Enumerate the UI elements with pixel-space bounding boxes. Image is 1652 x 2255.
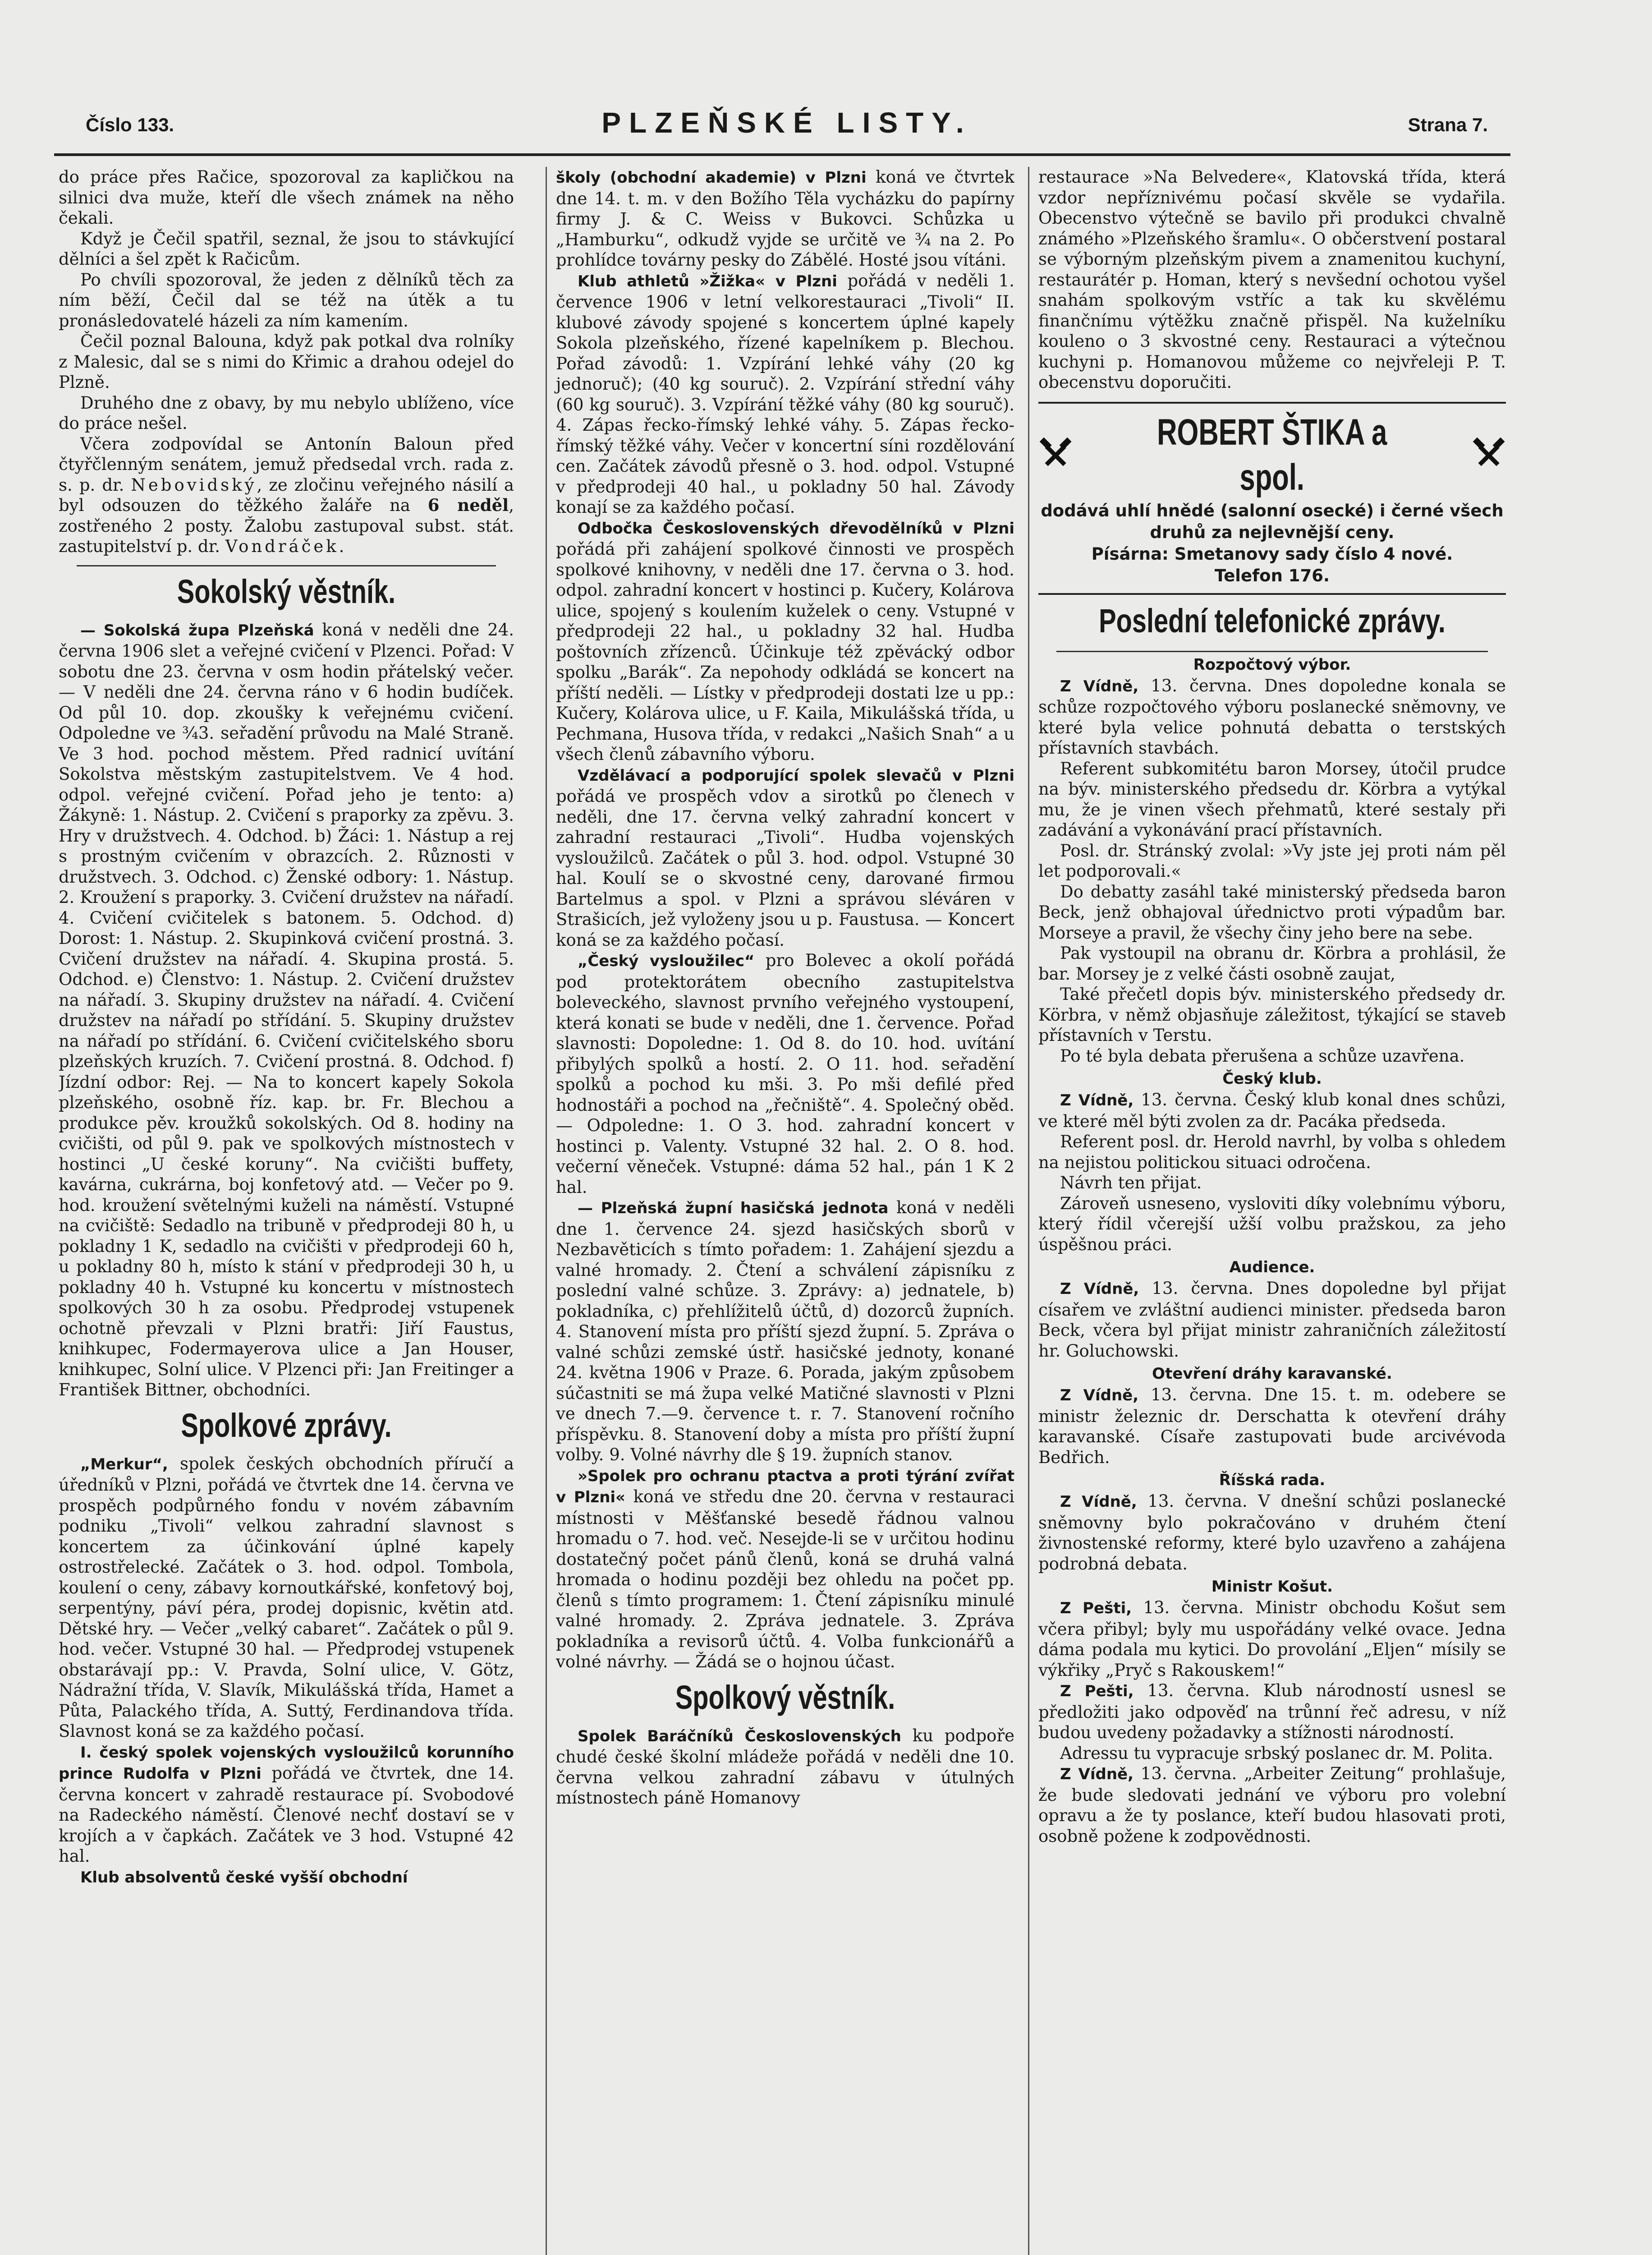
news-paragraph: Z Vídně, 13. června. Český klub konal dnes schůzi, ve které měl býti zvolen za dr. Pacáka předseda. [1038, 1090, 1506, 1131]
column-3 [1028, 167, 1506, 2255]
news-paragraph: Návrh ten přijat. [1060, 1173, 1202, 1192]
sokol-paragraph: — Sokolská župa Plzeňská koná v neděli dne 24. června 1906 slet a veřejné cvičení v Plzenci. Pořad: V sobotu dne 23. června v osm hodin přátelský večer. — V neděli dne 24. června ráno v 6 hodin budíček. Od půl 10. dop. zkoušky k veřejnému cvičení. Odpoledne ve ¾3. seřadění průvodu na Malé Straně. Ve 3 hod. pochod městem. Před radnicí uvítání Sokolstva městským zastupitelstvem. Ve 4 hod. odpol. veřejné cvičení. Pořad jeho je tento: a) Žákyně: 1. Nástup. 2. Cvičení s praporky za zpěvu. 3. Hry v družstvech. 4. Odchod. b) Žáci: 1. Nástup a rej s prostným cvičením v obrazcích. 2. Různosti v družstvech. 3. Odchod. c) Ženské odbory: 1. Nástup. 2. Kroužení s praporky. 3. Cvičení družstev na nářadí. 4. Cvičení cvičitelek s batonem. 5. Odchod. d) Dorost: 1. Nástup. 2. Skupinková cvičení prostná. 3. Cvičení družstev na nářadí. 4. Skupina prostá. 5. Odchod. e) Členstvo: 1. Nástup. 2. Cvičení družstev na nářadí. 3. Skupiny družstev na nářadí. 4. Cvičení družstev na nářadí po střídání. 5. Skupiny družstev na nářadí po střídání. 6. Cvičení cvičitelského sboru plzeňských kruzích. 7. Cvičení prostná. 8. Odchod. f) Jízdní odbor: Rej. — Na to koncert kapely Sokola plzeňského, osobně říz. kap. br. Fr. Blechou a produkce pěv. kroužků sokolských. Od 8. hodiny na cvičišti, od půl 9. pak ve spolkových místnostech v hostinci „U české koruny“. Na cvičišti buffety, kavárna, cukrárna, boj konfetový atd. — Večer po 9. hod. kroužení světelnými kuželi na náměstí. Vstupné na cvičiště: Sedadlo na tribuně v předprodeji 80 h, u pokladny 1 K, sedadlo na cvičišti v předprodeji 60 h, u pokladny 80 h, místo k stání v předprodeji 30 h, u pokladny 40 h. Vstupné ku koncertu v místnostech spolkových 30 h za osobu. Předprodej vstupenek ochotně převzali v Plzni bratři: Jiří Faustus, knihkupec, Fodermayerova ulice a Jan Houser, knihkupec, Solní ulice. V Plzenci při: Jan Freitinger a František Bittner, obchodníci. [59, 620, 514, 1399]
news-paragraph: Z Vídně, 13. června. V dnešní schůzi poslanecké sněmovny bylo pokračováno v druhém čtení živnostenské reformy, které bylo uzavřeno a zahájena podrobná debata. [1038, 1491, 1506, 1574]
subheading-rada: Říšská rada. [1219, 1471, 1326, 1489]
crossed-hammers-icon [1472, 437, 1506, 473]
section-heading-telefon: Poslední telefonické zprávy. [1099, 602, 1446, 640]
article-paragraph: Druhého dne z obavy, by mu nebylo ublíženo, více do práce nešel. [59, 393, 514, 433]
coal-advertisement [1038, 402, 1506, 595]
restaurant-paragraph: restaurace »Na Belvedere«, Klatovská třída, která vzdor nepříznivému počasí skvěle se vydařila. Obecenstvo výtečně se bavilo při produkci chvalně známého »Plzeňského šramlu«. O občerstvení postaral se výborným plzeňským pivem a znamenitou kuchyní, restaurátér p. Homan, který s nevšední ochotou vyšel snahám spolkovým vstříc a tak ku skvělému finančnímu výtěžku značně přispěl. Na kuželníku kouleno o 3 skvostné ceny. Restauraci a výtečnou kuchyni p. Homanovou můžeme co nejvřeleji P. T. obecenstvu doporučiti. [1038, 167, 1506, 392]
news-paragraph: Referent subkomitétu baron Morsey, útočil prudce na býv. ministerského předsedu dr. Körbra a vytýkal mu, že je vinen všech přehmatů, které sestaly při zadávání a vykonávání prací přístavních. [1038, 759, 1506, 840]
prosecutor-name: Vondráček [225, 537, 339, 556]
section-heading-spolkove: Spolkové zprávy. [181, 1406, 392, 1444]
news-paragraph: Posl. dr. Stránský zvolal: »Vy jste jej proti nám pěl let podporovali.« [1038, 841, 1506, 881]
news-paragraph: Z Pešti, 13. června. Klub národností usnesl se předložiti jako odpověď na trůnní řeč adresu, v níž budou uvedeny požadavky a stížnosti národností. [1038, 1681, 1506, 1742]
column-1 [59, 167, 514, 2255]
page-header [86, 106, 1488, 147]
ad-office: Písárna: Smetanovy sady číslo 4 nové. [1091, 544, 1453, 564]
court-paragraph: Včera zodpovídal se Antonín Baloun před čtyřčlenným senátem, jemuž předsedal vrch. rada z. s. p. dr. Nebovidský, ze zločinu veřejného násilí a byl odsouzen do těžkého žaláře na 6 neděl, zostřeného 2 posty. Žalobu zastupoval subst. stát. zastupitelství p. dr. Vondráček. [59, 434, 514, 556]
article-paragraph: Když je Čečil spatřil, seznal, že jsou to stávkující dělníci a šel zpět k Račicům. [59, 229, 514, 269]
newspaper-title: PLZEŇSKÉ LISTY. [601, 106, 972, 139]
crossed-hammers-icon [1038, 437, 1073, 473]
vyslouzilec-paragraph: „Český vysloužilec“ pro Bolevec a okolí pořádá pod protektorátem obecního zastupitelstva boleveckého, slavnost prvního veřejného vystoupení, která konati se bude v neděli, dne 1. července. Pořad slavnosti: Dopoledne: 1. Od 8. do 10. hod. uvítání přibylých spolků a hostí. 2. O 11. hod. seřadění spolků a pochod ku mši. 3. Po mši defilé před hodnostáři a pochod na „řečniště“. 4. Společný oběd. — Odpoledne: 1. O 3. hod. zahradní koncert v hostinci p. Valenty. Vstupné 32 hal. 2. O 8. hod. večerní věneček. Vstupné: dáma 52 hal., pán 1 K 2 hal. [556, 951, 1014, 1197]
ptactvo-paragraph: »Spolek pro ochranu ptactva a proti týrání zvířat v Plzni« koná ve středu dne 20. června v restauraci místnosti v Měšťanské besedě řádnou valnou hromadu o 7. hod. več. Nesejde-li se v určitou hodinu dostatečný počet pánů členů, koná se druhá valná hromada o hodinu později bez ohledu na počet pp. členů s tímto programem: 1. Čtení zápisníku minulé valné hromady. 2. Zpráva jednatele. 3. Zpráva pokladníka a revisorů účtů. 4. Volba funkcionářů a volné návrhy. — Žádá se o hojnou účast. [556, 1467, 1014, 1671]
news-paragraph: Do debatty zasáhl také ministerský předseda baron Beck, jenž obhajoval úřednictvo proti výpadům bar. Morseye a pravil, že všechy činy jeho bere na sebe. [1038, 882, 1506, 943]
news-paragraph: Zároveň usneseno, vysloviti díky volebnímu výboru, který řídil včerejší užší volbu pražskou, za jeho úspěšnou práci. [1038, 1193, 1506, 1254]
news-paragraph: Také přečetl dopis býv. ministerského předsedy dr. Körbra, v němž objasňuje záležitost, týkající se staveb přístavních v Terstu. [1038, 985, 1506, 1045]
news-paragraph: Referent posl. dr. Herold navrhl, by volba s ohledem na nejistou politickou situaci odročena. [1038, 1132, 1506, 1172]
column-2 [546, 167, 1014, 2255]
news-paragraph: Z Vídně, 13. června. Dne 15. t. m. odebere se ministr železnic dr. Derschatta k otevření dráhy karavanské. Císaře zastupovati bude arcivévoda Bedřich. [1038, 1385, 1506, 1467]
ad-offer: dodává uhlí hnědé (salonní osecké) i černé všech druhů za nejlevnější ceny. [1041, 501, 1504, 542]
subheading-rozpocet: Rozpočtový výbor. [1193, 655, 1351, 674]
news-paragraph: Pak vystoupil na obranu dr. Körbra a prohlásil, že bar. Morsey je z velké části osobně zaujat, [1038, 943, 1506, 984]
vzdel-paragraph: Vzdělávací a podporující spolek slevačů v Plzni pořádá ve prospěch vdov a sirotků po členech v neděli, dne 17. června velký zahradní koncert v zahradní restauraci „Tivoli“. Hudba vojenských vysloužilců. Začátek o půl 3. hod. odpol. Vstupné 30 hal. Koulí se o skvostné ceny, darované firmou Bartelmus a spol. v Plzni a správou sléváren v Strašicích, jež vyloženy jsou u p. Faustusa. — Koncert koná se za každého počasí. [556, 766, 1014, 950]
header-rule [54, 153, 1510, 156]
hasic-paragraph: — Plzeňská župní hasičská jednota koná v neděli dne 1. července 24. sjezd hasičských sborů v Nezbavěticích s tímto pořadem: 1. Zahájení sjezdu a valné hromady. 2. Čtení a schválení zápisníku z poslední valné schůze. 3. Zprávy: a) jednatele, b) pokladníka, c) přehlížitelů účtů, d) dozorců župních. 4. Stanovení místa pro příští sjezd župní. 5. Zpráva o valné schůzi zemské ústř. hasičské jednoty, konané 24. května 1906 v Praze. 6. Porada, jakým způsobem súčastniti se má župa velké Matičné slavnosti v Plzni ve dnech 7.—9. července t. r. 7. Stanovení ročního příspěvku. 8. Stanovení doby a místa pro příští župní volby. 9. Volné návrhy dle § 19. župních stanov. [556, 1198, 1014, 1464]
zizka-paragraph: Klub athletů »Žižka« v Plzni pořádá v neděli 1. července 1906 v letní velkorestauraci „Tivoli“ II. klubové závody spojené s koncertem úplné kapely Sokola plzeňského, řízené kapelníkem p. Blechou. Pořad závodů: 1. Vzpírání lehké váhy (20 kg jednoruč); (40 kg souruč). 2. Vzpírání střední váhy (60 kg souruč). 3. Vzpírání těžké váhy (80 kg souruč). 4. Zápas řecko-římský lehké váhy. 5. Zápas řecko-římský těžké váhy. Večer v koncertní síni rozdělování cen. Začátek závodů přesně o 3. hod. odpol. Vstupné v předprodeji 40 hal., u pokladny 50 hal. Závody konají se za každého počasí. [556, 271, 1014, 517]
news-paragraph: Adressu tu vypracuje srbský poslanec dr. M. Polita. [1060, 1743, 1493, 1763]
sentence-bold: 6 neděl [427, 495, 509, 515]
news-paragraph: Po té byla debata přerušena a schůze uzavřena. [1060, 1046, 1465, 1066]
article-paragraph: Čečil poznal Balouna, když pak potkal dva rolníky z Malesic, dal se s nimi do Křimic a drahou odejel do Plzně. [59, 331, 514, 392]
news-paragraph: Z Vídně, 13. června. „Arbeiter Zeitung“ prohlašuje, že bude sledovati jednání ve výboru pro volební opravu a že ty poslance, kteří budou hlasovati proti, osobně požene k zodpovědnosti. [1038, 1764, 1506, 1846]
article-paragraph: do práce přes Račice, spozoroval za kapličkou na silnici dva muže, kteří dle všech známek na něho čekali. [59, 167, 514, 228]
veterans-paragraph: I. český spolek vojenských vysloužilců korunního prince Rudolfa v Plzni pořádá ve čtvrtek, dne 14. června koncert v zahradě restaurace pí. Svobodové na Radeckého náměstí. Členové nechť dostaví se v krojích a v čapkách. Začátek ve 3 hod. Vstupné 42 hal. [59, 1743, 514, 1866]
subheading-audience: Audience. [1229, 1258, 1315, 1276]
klub-paragraph-cont: školy (obchodní akademie) v Plzni koná ve čtvrtek dne 14. t. m. v den Božího Těla vycházku do papírny firmy J. & C. Weiss v Bukovci. Schůzka u „Hamburku“, odkudž vyjde se určitě ve ¾ na 2. Po prohlídce továrny pesky do Zábělé. Hosté jsou vítáni. [556, 167, 1014, 270]
page-number: Strana 7. [1408, 114, 1488, 135]
issue-number: Číslo 133. [86, 114, 174, 135]
divider [77, 565, 496, 566]
news-paragraph: Z Vídně, 13. června. Dnes dopoledne byl přijat císařem ve zvláštní audienci minister. předseda baron Beck, včera byl přijat ministr zahraničních záležitostí hr. Goluchowski. [1038, 1279, 1506, 1361]
news-paragraph: Z Pešti, 13. června. Ministr obchodu Košut sem včera přibyl; byly mu uspořádány velké ovace. Jedna dáma podala mu kytici. Do provolání „Eljen“ mísily se výkřiky „Pryč s Rakouskem!“ [1038, 1598, 1506, 1680]
klub-paragraph-start: Klub absolventů české vyšší obchodní [80, 1868, 408, 1887]
judge-name: Nebovidský [131, 475, 257, 495]
subheading-draha: Otevření dráhy karavanské. [1152, 1365, 1392, 1383]
section-heading-sokol: Sokolský věstník. [177, 572, 396, 610]
divider [1056, 651, 1488, 652]
merkur-paragraph: „Merkur“, spolek českých obchodních příručí a úředníků v Plzni, pořádá ve čtvrtek dne 14. června ve prospěch podpůrného fondu v novém zábavním podniku „Tivoli“ velkou zahradní slavnost s koncertem za účinkování úplné kapely ostrostřelecké. Začátek o 3. hod. odpol. Tombola, koulení o ceny, zábavy kornoutkářské, konfetový boj, serpentýny, páví péra, prodej dopisnic, květin atd. Dětské hry. — Večer „velký cabaret“. Začátek o půl 9. hod. večer. Vstupné 30 hal. — Předprodej vstupenek obstarávají pp.: V. Pravda, Solní ulice, V. Götz, Nádražní třída, V. Slavík, Mikulášská třída, Hamet a Půta, Palackého třída, A. Suttý, Ferdinandova třída. Slavnost koná se za každého počasí. [59, 1454, 514, 1741]
subheading-klub: Český klub. [1222, 1070, 1322, 1088]
news-paragraph: Z Vídně, 13. června. Dnes dopoledne konala se schůze rozpočtového výboru poslanecké sněmovny, ve které byla velice pohnutá debatta o terstských přístavních stavbách. [1038, 676, 1506, 758]
advertiser-name: ROBERT ŠTIKA a spol. [1157, 411, 1387, 498]
section-heading-vestnik: Spolkový věstník. [675, 1678, 895, 1716]
subheading-kosut: Ministr Košut. [1211, 1578, 1333, 1596]
drevo-paragraph: Odbočka Československých dřevodělníků v Plzni pořádá při zahájení spolkové činnosti ve prospěch spolkové knihovny, v neděli dne 17. června o 3. hod. odpol. zahradní koncert v hostinci p. Kučery, Kolárova ulice, spojený s koulením kuželek o ceny. Vstupné v předprodeji 22 hal., u pokladny 32 hal. Hudba poštovních zřízenců. Účinkuje též zpěvácký odbor spolku „Barák“. Za nepohody odkládá se koncert na příští neděli. — Lístky v předprodeji dostati lze u pp.: Kučery, Kolárova ulice, u F. Kaila, Mikulášská třída, u Pechmana, Husova třída, v redakci „Našich Snah“ a u všech členů zábavního výboru. [556, 519, 1014, 764]
ad-phone: Telefon 176. [1214, 566, 1330, 585]
baracnik-paragraph: Spolek Baráčníků Československých ku podpoře chudé české školní mládeže pořádá v neděli dne 10. června velkou zahradní zábavu v útulných místnostech páně Homanovy [556, 1726, 1014, 1808]
article-paragraph: Po chvíli spozoroval, že jeden z dělníků těch za ním běží, Čečil dal se též na útěk a tu pronásledovatelé házeli za ním kamením. [59, 270, 514, 331]
